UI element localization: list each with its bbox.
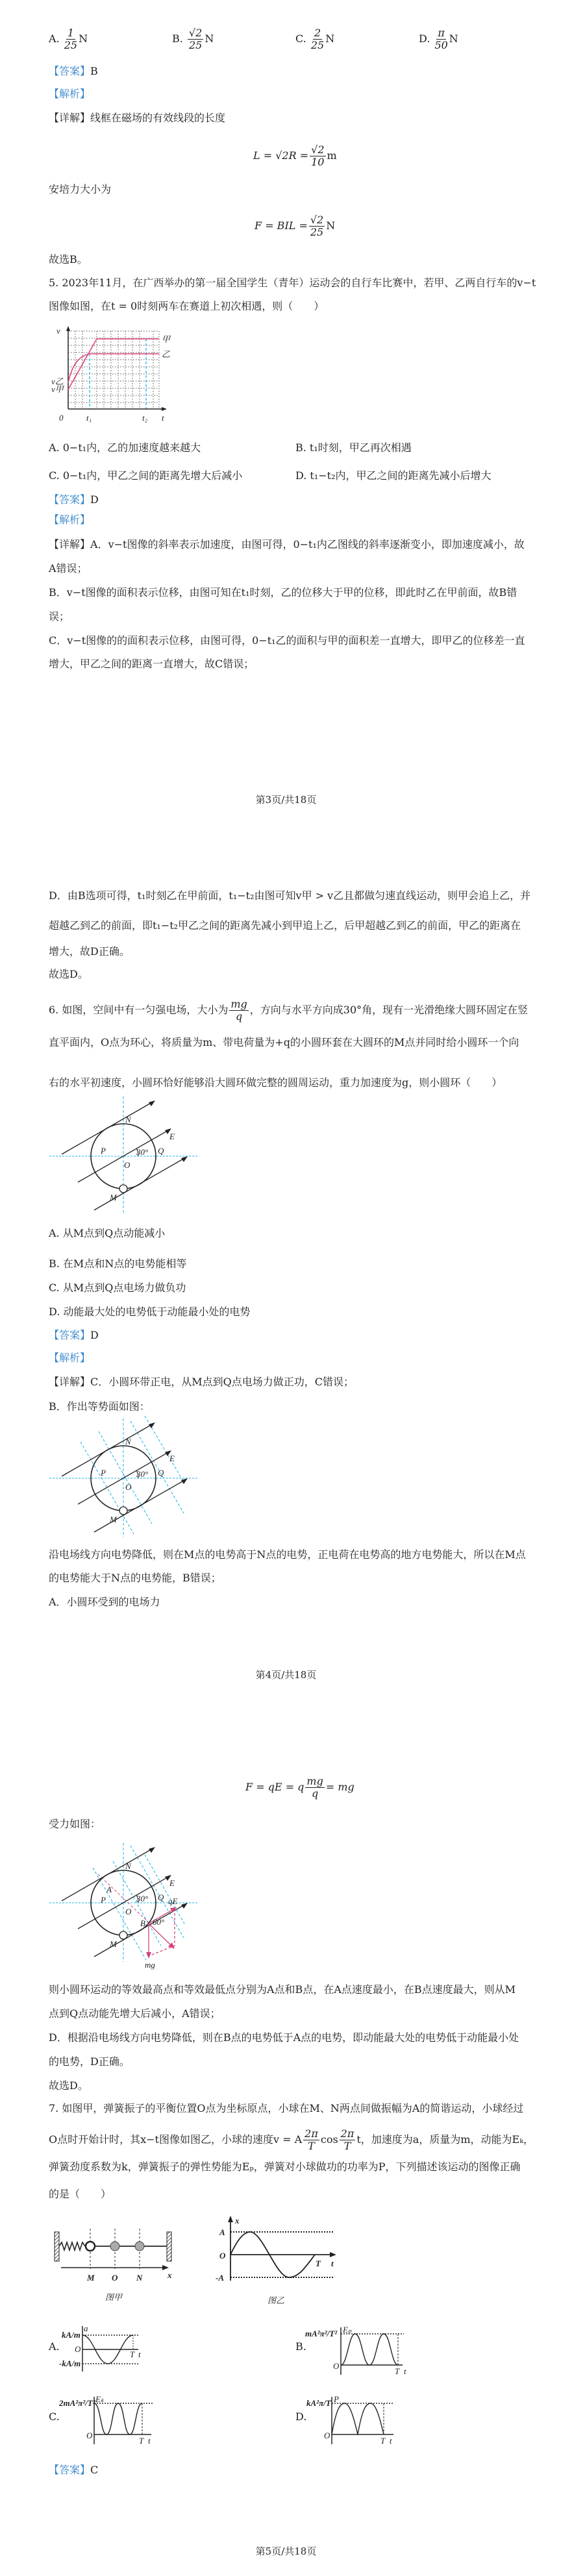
stem-text: ，方向与水平方向成30°角，现有一光滑绝缘大圆环固定在竖: [249, 1004, 528, 1016]
q6-detail-line: [49, 1376, 354, 1389]
q5-stem-line: 5. 2023年11月，在广西举办的第一届全国学生（青年）运动会的自行车比赛中，若甲、乙两自行车的v−t: [49, 277, 536, 289]
q5-detail-line: [49, 538, 525, 551]
q5-conclusion: 故选D。: [49, 968, 88, 980]
q4-option-c: [295, 27, 334, 51]
q4-option-b: [172, 27, 214, 51]
detail-text: A．v−t图像的斜率表示加速度，由图可得，0−t₁内乙图线的斜率逐渐变小，即加速度减小，故: [90, 538, 525, 551]
label-o: O: [125, 1482, 132, 1492]
mg-arrow-icon: [146, 1952, 151, 1959]
q6-detail-line: A．小圆环受到的电场力: [49, 1596, 160, 1608]
numerator: mg: [306, 1775, 323, 1787]
right-wall: [167, 2232, 171, 2261]
q4-formula-f: [255, 214, 335, 238]
denominator: q: [235, 1010, 243, 1022]
ball-n: [135, 2242, 144, 2251]
unit: N: [326, 219, 336, 232]
denominator: 25: [310, 226, 324, 238]
max-label: 2mA²π²/T²: [59, 2398, 95, 2408]
q5-option-c: C. 0−t₁内，甲乙之间的距离先增大后减小: [49, 469, 243, 482]
v-yi-label: v乙: [51, 377, 64, 386]
q6-detail-line: 沿电场线方向电势降低，则在M点的电势高于N点的电势，正电荷在电势高的地方电势能大，所以在M点: [49, 1548, 526, 1561]
y-label: Eₖ: [95, 2394, 105, 2404]
q4-detail: [49, 112, 225, 125]
max-label: mA²π²/T²: [305, 2329, 338, 2338]
q7-xt-figure: [214, 2216, 344, 2307]
series-jia-line: [68, 339, 159, 390]
label-m: M: [110, 1515, 117, 1524]
y-axis-label: v: [56, 326, 60, 336]
small-ring: [119, 1507, 127, 1515]
label-m: M: [87, 2273, 95, 2283]
label-o: O: [125, 1907, 132, 1916]
stem-text: t，加速度为a，质量为m，动能为Eₖ，: [356, 2133, 534, 2146]
q5-option-b: B. t₁时刻，甲乙再次相遇: [295, 441, 412, 454]
label-e: E: [169, 1454, 175, 1463]
fraction: [340, 2128, 356, 2152]
label-angle: 30°: [136, 1894, 149, 1903]
detail-tag: 【详解】: [49, 538, 91, 551]
y-axis-arrow-icon: [66, 326, 70, 331]
q7-option-a-graph: [59, 2323, 146, 2375]
unit: N: [79, 32, 88, 45]
q7-stem-line: 7. 如图甲，弹簧振子的平衡位置O点为坐标原点，小球在M、N两点间做振幅为A的简谐运动，小球经过: [49, 2102, 524, 2114]
q5-detail-line: 增大，甲乙之间的距离一直增大，故C错误；: [49, 658, 255, 670]
denominator: 50: [434, 39, 448, 51]
t-axis-arrow-icon: [330, 2252, 336, 2257]
label-o: O: [219, 2251, 226, 2260]
q5-detail-line: C．v−t图像的的面积表示位移，由图可得，0−t₁乙的面积与甲的面积差一直增大，即甲乙的位移差一直: [49, 634, 525, 647]
origin-label: O: [324, 2431, 330, 2440]
q7-spring-figure: [53, 2216, 183, 2307]
t-label: t: [138, 2349, 141, 2359]
option-label: D.: [419, 32, 430, 45]
q6-answer: [49, 1329, 99, 1342]
denominator: 25: [64, 39, 78, 51]
q6-force-diagram: [47, 1842, 200, 1968]
answer-tag: 【答案】: [49, 493, 91, 506]
arrow-icon: [181, 1156, 188, 1162]
y-axis-arrow-icon: [228, 2216, 233, 2222]
q6-option-c: C. 从M点到Q点电场力做负功: [49, 1282, 186, 1294]
q5-stem-line: 图像如图，在t = 0时刻两车在赛道上初次相遇，则（ ）: [49, 300, 325, 312]
small-ring: [119, 1931, 127, 1939]
label-neg-a: -A: [216, 2273, 224, 2283]
q6-option-b: B. 在M点和N点的电势能相等: [49, 1257, 187, 1270]
label-a: A: [106, 1885, 112, 1894]
detail-tag: 【详解】: [49, 112, 91, 124]
label-angle-60: 60°: [153, 1917, 165, 1927]
x-axis-arrow-icon: [162, 407, 167, 411]
unit: N: [325, 32, 335, 45]
q6-analysis-tag: 【解析】: [49, 1352, 91, 1364]
q6-option-d: D. 动能最大处的电势低于动能最小处的电势: [49, 1306, 251, 1318]
label-m: M: [110, 1193, 117, 1202]
detail-tag: 【详解】: [49, 1376, 91, 1388]
numerator: 2π: [340, 2127, 354, 2140]
numerator: √2: [311, 143, 325, 156]
answer-value: D: [90, 493, 99, 506]
t-label: t: [148, 2436, 151, 2446]
y-label: P: [334, 2394, 339, 2404]
label-angle: 30°: [136, 1469, 149, 1479]
ball-m: [86, 2242, 95, 2251]
q5-option-d: D. t₁−t₂内，甲乙之间的距离先减小后增大: [295, 469, 491, 482]
x-axis-arrow-icon: [162, 2265, 169, 2270]
label-n: N: [125, 1861, 131, 1871]
left-wall: [55, 2232, 59, 2261]
fraction: [310, 144, 325, 168]
label-t-period: T: [316, 2259, 321, 2268]
q7-option-a-label: A.: [49, 2340, 60, 2353]
q6-detail-line: 点到Q点动能先增大后减小，A错误；: [49, 2007, 221, 2020]
numerator: 2: [314, 27, 321, 39]
small-ring: [119, 1185, 127, 1193]
option-label: B.: [172, 32, 183, 45]
label-e: E: [169, 1878, 175, 1888]
origin-label: O: [86, 2431, 93, 2440]
label-x: x: [235, 2216, 240, 2225]
q6-detail-line: 则小圆环运动的等效最高点和等效最低点分别为A点和B点，在A点速度最小，在B点速度最大，则从M: [49, 1983, 516, 1996]
label-b: B: [140, 1918, 145, 1928]
y-label: Eₚ: [343, 2325, 352, 2334]
q5-detail-line: 误；: [49, 610, 70, 623]
stem-text: cos: [320, 2133, 338, 2146]
page-footer: 第4页/共18页: [255, 1669, 317, 1681]
q4-text: 安培力大小为: [49, 183, 112, 195]
q7-option-c-graph: [59, 2394, 159, 2447]
q5-detail-line: D．由B选项可得，t₁时刻乙在甲前面，t₁−t₂由图可知v甲 > v乙且都做匀速直线运动，则甲会追上乙，并: [49, 889, 531, 902]
numerator: √2: [188, 27, 203, 39]
label-q: Q: [158, 1146, 164, 1156]
q5-answer: [49, 493, 99, 506]
label-n: N: [136, 2273, 143, 2283]
q7-option-d-label: D.: [295, 2410, 307, 2423]
arrow-icon: [149, 1847, 155, 1853]
min-label: -kA/m: [59, 2359, 81, 2368]
detail-text: C．小圆环带正电，从M点到Q点电场力做正功，C错误；: [90, 1376, 354, 1388]
label-p: P: [101, 1895, 106, 1905]
label-q: Q: [158, 1468, 164, 1478]
fraction: [188, 27, 203, 51]
page-footer: 第5页/共18页: [255, 2545, 317, 2557]
numerator: 1: [67, 27, 74, 39]
fraction: [311, 27, 324, 51]
fraction: [64, 27, 77, 51]
t1-label: t₁: [86, 413, 92, 423]
label-qe: qE: [168, 1896, 178, 1906]
formula-lhs: F = BIL =: [255, 219, 308, 232]
denominator: 25: [188, 39, 203, 51]
curve: [332, 2403, 384, 2434]
t2-label: t₂: [142, 413, 148, 423]
q6-stem-line: 直平面内，O点为环心，将质量为m、带电荷量为+q的小圆环套在大圆环的M点并同时给小圆环一个向: [49, 1036, 519, 1048]
label-o: O: [112, 2273, 118, 2283]
q7-option-c-label: C.: [49, 2410, 60, 2423]
fraction: [309, 214, 325, 238]
q6-detail-line: D．根据沿电场线方向电势降低，则在B点的电势低于A点的电势，即动能最大处的电势低于动能最小处: [49, 2031, 519, 2044]
q7-option-b-label: B.: [295, 2340, 306, 2353]
formula-rhs: = mg: [325, 1781, 354, 1793]
q5-detail-line: A错误；: [49, 562, 88, 575]
origin-label: 0: [59, 413, 64, 423]
q4-answer: [49, 65, 98, 78]
chart-grid: [68, 331, 159, 409]
q6-conclusion: 故选D。: [49, 2079, 88, 2092]
unit: N: [205, 32, 214, 45]
label-e: E: [169, 1132, 175, 1141]
origin-label: O: [333, 2361, 340, 2371]
answer-value: D: [90, 1329, 99, 1341]
legend-yi: 乙: [162, 349, 171, 359]
t-label: t: [390, 2436, 392, 2446]
curve: [341, 2334, 398, 2365]
denominator: q: [312, 1787, 319, 1800]
label-p: P: [101, 1146, 106, 1156]
arrow-icon: [181, 1903, 188, 1909]
series-yi-line: [68, 354, 159, 383]
option-label: A.: [49, 32, 60, 45]
denominator: 10: [311, 156, 325, 168]
stem-text: 6. 如图，空间中有一匀强电场，大小为: [49, 1004, 229, 1016]
q4-analysis-tag: 【解析】: [49, 88, 91, 100]
period-label: T: [395, 2366, 400, 2376]
formula-lhs: F = qE = q: [245, 1781, 305, 1793]
formula-lhs: L = √2R =: [253, 149, 309, 162]
numerator: 2π: [305, 2127, 318, 2140]
label-o: O: [124, 1160, 131, 1170]
q6-detail-line: 的电势能大于N点的电势能，B错误；: [49, 1572, 221, 1584]
label-angle: 30°: [136, 1147, 149, 1157]
numerator: √2: [310, 214, 324, 226]
q6-stem-line: [49, 998, 528, 1022]
label-p: P: [101, 1468, 106, 1478]
detail-text: 线框在磁场的有效线段的长度: [90, 112, 226, 124]
t-label: t: [404, 2366, 406, 2376]
numerator: π: [438, 27, 445, 39]
label-q: Q: [158, 1892, 164, 1902]
period-label: T: [139, 2436, 144, 2446]
q6-detail-line: B．作出等势面如图：: [49, 1400, 150, 1413]
q5-option-a: A. 0−t₁内，乙的加速度越来越大: [49, 441, 201, 454]
figure-caption: 图甲: [105, 2292, 123, 2302]
max-label: kA²π/T: [306, 2398, 331, 2408]
denominator: 25: [310, 39, 325, 51]
q7-stem-line: [49, 2128, 534, 2152]
ball-o: [110, 2242, 119, 2251]
q4-formula-l: [253, 144, 337, 168]
q5-detail-line: 超越乙到乙的前面，即t₁−t₂甲乙之间的距离先减小到甲追上乙，后甲超越乙到乙的前面，甲乙的距离在: [49, 919, 521, 932]
equipotential-lines: [81, 1416, 184, 1534]
y-label: a: [84, 2323, 88, 2333]
fraction: [303, 2128, 319, 2152]
label-t: t: [331, 2259, 334, 2268]
answer-value: B: [90, 65, 98, 77]
q4-option-a: [49, 27, 88, 51]
unit: N: [449, 32, 458, 45]
q7-option-b-graph: [305, 2325, 409, 2378]
period-label: T: [130, 2349, 135, 2359]
v-jia-label: v甲: [51, 384, 64, 394]
fraction: [229, 998, 248, 1022]
page-footer: 第3页/共18页: [255, 794, 317, 806]
figure-caption: 图乙: [267, 2296, 285, 2305]
q4-conclusion: 故选B。: [49, 253, 88, 266]
q6-circle-diagram: [47, 1095, 200, 1215]
period-label: T: [380, 2436, 386, 2446]
q7-answer: [49, 2464, 98, 2477]
max-label: kA/m: [62, 2330, 81, 2340]
fraction: [434, 27, 447, 51]
q5-detail-line: B．v−t图像的面积表示位移，由图可知在t₁时刻，乙的位移大于甲的位移，即此时乙在甲前面，故B错: [49, 586, 517, 599]
q5-detail-line: 增大，故D正确。: [49, 945, 130, 958]
q4-option-d: [419, 27, 458, 51]
q5-analysis-tag: 【解析】: [49, 514, 91, 526]
q6-force-formula: [245, 1776, 354, 1800]
answer-tag: 【答案】: [49, 2464, 91, 2476]
arrow-icon: [149, 1100, 155, 1106]
unit: m: [327, 149, 337, 162]
numerator: mg: [230, 998, 247, 1010]
answer-tag: 【答案】: [49, 1329, 91, 1341]
q7-stem-line: 弹簧劲度系数为k，弹簧振子的弹性势能为Eₚ，弹簧对小球做功的功率为P，下列描述该运动的图像正确: [49, 2161, 521, 2173]
q7-stem-line: 的是（ ）: [49, 2188, 112, 2200]
label-n: N: [125, 1115, 131, 1124]
spring: [59, 2242, 87, 2250]
origin-label: O: [75, 2344, 81, 2354]
denominator: T: [308, 2140, 315, 2152]
label-n: N: [125, 1437, 131, 1446]
q6-stem-line: 右的水平初速度，小圆环恰好能够沿大圆环做完整的圆周运动，重力加速度为g，则小圆环（ ）: [49, 1076, 503, 1089]
option-label: C.: [295, 32, 306, 45]
q6-equipotential-diagram: [47, 1417, 200, 1541]
label-m: M: [110, 1939, 117, 1949]
answer-value: C: [90, 2464, 99, 2476]
fraction: [305, 1776, 324, 1800]
x-axis-label: t: [162, 413, 164, 423]
q6-option-a: A. 从M点到Q点动能减小: [49, 1227, 166, 1239]
label-x: x: [168, 2270, 172, 2280]
q6-detail-line: 的电势，D正确。: [49, 2055, 130, 2068]
q5-vt-chart: [49, 325, 179, 425]
arrow-icon: [149, 1422, 155, 1428]
label-mg: mg: [145, 1960, 155, 1970]
stem-text: O点时开始计时，其x−t图像如图乙，小球的速度v = A: [49, 2133, 303, 2146]
answer-tag: 【答案】: [49, 65, 91, 77]
label-a: A: [219, 2227, 225, 2237]
denominator: T: [343, 2140, 351, 2152]
legend-jia: 甲: [162, 334, 171, 344]
q7-option-d-graph: [306, 2394, 401, 2447]
q6-force-text: 受力如图：: [49, 1818, 101, 1830]
curve: [94, 2403, 142, 2434]
